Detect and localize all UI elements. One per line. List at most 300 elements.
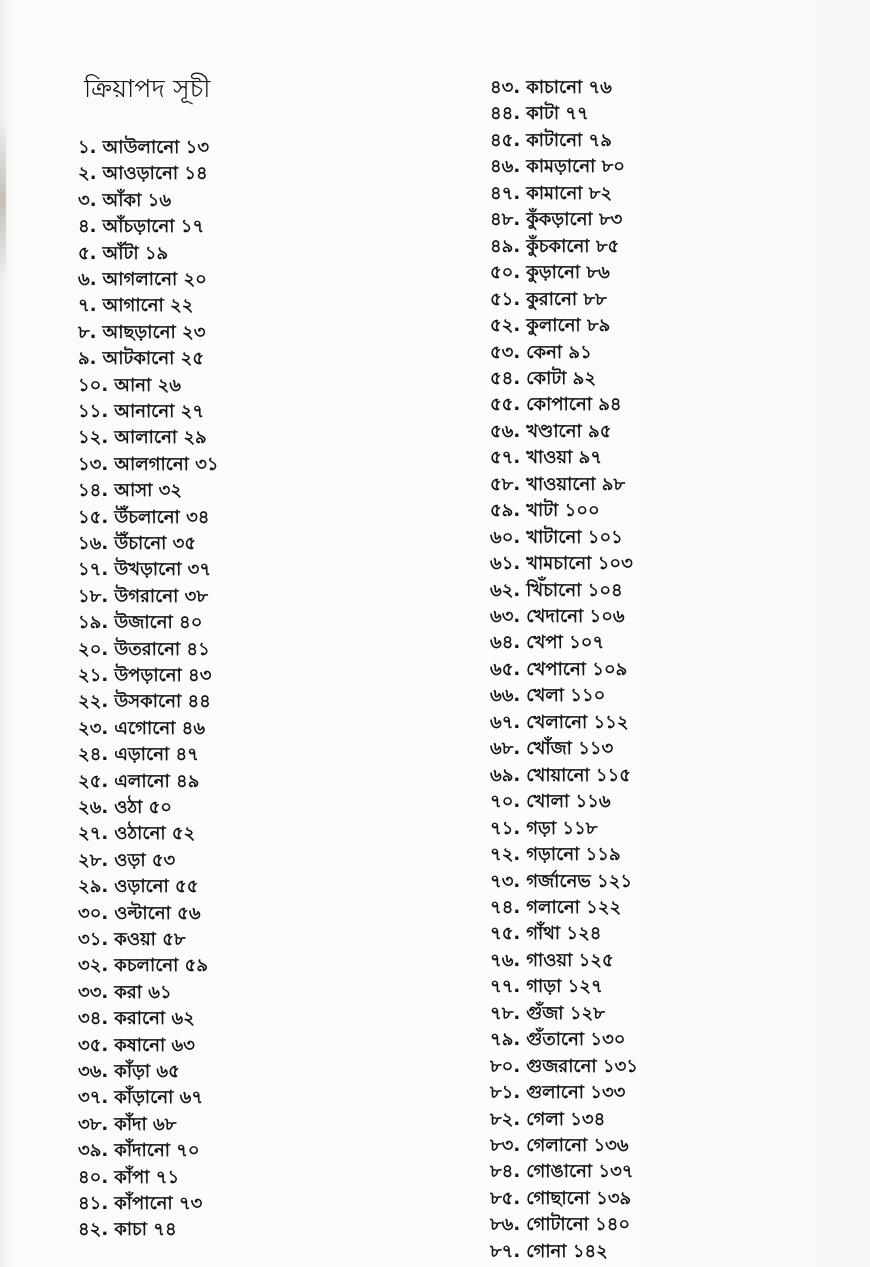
entry-number: ২৪. bbox=[78, 744, 109, 766]
entry-verb: গাওয়া bbox=[526, 949, 573, 971]
index-entry bbox=[490, 870, 632, 894]
index-entry bbox=[490, 790, 611, 814]
entry-verb: আনানো bbox=[114, 401, 175, 422]
index-entry bbox=[490, 1002, 605, 1026]
entry-page-number: ১৪০ bbox=[595, 1214, 631, 1236]
entry-page-number: ৪৪ bbox=[187, 691, 211, 713]
entry-number: ৮০. bbox=[490, 1055, 521, 1077]
entry-verb: গুলানো bbox=[526, 1082, 584, 1104]
index-entry bbox=[78, 1166, 179, 1190]
entry-number: ২৯. bbox=[78, 876, 109, 898]
entry-number: ৭৩. bbox=[490, 870, 521, 892]
entry-number: ৭০. bbox=[490, 791, 521, 813]
entry-page-number: ১১২ bbox=[593, 711, 629, 733]
entry-verb: গোছানো bbox=[526, 1187, 590, 1209]
entry-page-number: ৯৭ bbox=[578, 447, 603, 469]
entry-page-number: ৯৫ bbox=[588, 420, 612, 442]
entry-number: ৫৮. bbox=[490, 473, 521, 495]
entry-verb: কুলানো bbox=[526, 315, 581, 337]
entry-page-number: ৩৪ bbox=[186, 506, 210, 528]
entry-verb: খোঁজা bbox=[526, 738, 572, 760]
entry-verb: খাটানো bbox=[526, 526, 582, 548]
index-entry bbox=[490, 499, 600, 523]
entry-page-number: ১০০ bbox=[564, 500, 600, 522]
entry-page-number: ৬৮ bbox=[153, 1113, 177, 1135]
entry-verb: করানো bbox=[114, 1008, 166, 1030]
index-entry bbox=[78, 611, 202, 635]
entry-verb: কামড়ানো bbox=[526, 156, 596, 178]
index-entry bbox=[78, 1113, 176, 1137]
index-entry bbox=[78, 902, 201, 926]
entry-number: ২৬. bbox=[78, 797, 109, 818]
entry-page-number: ৭৩ bbox=[178, 1193, 203, 1214]
index-entry bbox=[490, 1108, 605, 1132]
entry-page-number: ৭৪ bbox=[153, 1219, 177, 1241]
entry-number: ২১. bbox=[78, 665, 109, 686]
entry-verb: আলগানো bbox=[114, 453, 189, 475]
entry-page-number: ১১৬ bbox=[575, 791, 611, 813]
index-entry bbox=[78, 1007, 195, 1031]
entry-number: ৭৪. bbox=[490, 896, 521, 918]
entry-verb: গুঁজা bbox=[526, 1002, 564, 1024]
index-entry bbox=[490, 1187, 631, 1211]
entry-number: ১৯. bbox=[78, 612, 109, 634]
entry-verb: গর্জানেভ bbox=[526, 870, 591, 892]
entry-number: ৬২. bbox=[490, 579, 521, 601]
index-entry bbox=[78, 294, 193, 318]
entry-page-number: ৭৬ bbox=[588, 77, 612, 98]
entry-verb: আসা bbox=[114, 480, 153, 502]
index-entry bbox=[78, 1218, 177, 1242]
entry-verb: গোনা bbox=[526, 1240, 567, 1262]
entry-verb: কওয়া bbox=[114, 929, 156, 950]
entry-page-number: ৮৩ bbox=[598, 209, 623, 231]
entry-number: ৫৫. bbox=[490, 394, 521, 416]
entry-page-number: ১০৬ bbox=[589, 606, 625, 627]
entry-verb: কাটা bbox=[526, 103, 560, 125]
entry-number: ৪০. bbox=[78, 1166, 109, 1188]
entry-page-number: ৭১ bbox=[155, 1166, 180, 1188]
entry-number: ৩৩. bbox=[78, 981, 109, 1003]
entry-verb: কাচা bbox=[114, 1219, 147, 1241]
entry-verb: কেনা bbox=[526, 341, 563, 363]
entry-page-number: ১০৩ bbox=[597, 553, 633, 575]
index-entry bbox=[490, 155, 625, 179]
entry-verb: এলানো bbox=[114, 770, 170, 792]
entry-verb: উসকানো bbox=[114, 691, 182, 713]
entry-page-number: ১২৪ bbox=[566, 923, 602, 945]
entry-number: ৩৭. bbox=[78, 1087, 109, 1109]
entry-page-number: ১১০ bbox=[570, 685, 606, 707]
entry-page-number: ৭০ bbox=[176, 1140, 200, 1162]
entry-number: ৩৮. bbox=[78, 1113, 109, 1135]
entry-verb: আলানো bbox=[114, 427, 178, 449]
index-entry bbox=[78, 1034, 195, 1058]
entry-verb: আঁচড়ানো bbox=[102, 216, 175, 238]
index-entry bbox=[490, 314, 610, 338]
entry-page-number: ১৩০ bbox=[590, 1029, 626, 1051]
entry-number: ৭৭. bbox=[490, 976, 521, 998]
index-entry bbox=[490, 261, 610, 285]
index-title: ক্রিয়াপদ সূচী bbox=[84, 74, 211, 103]
entry-page-number: ১৭ bbox=[180, 216, 205, 238]
entry-number: ৮৪. bbox=[490, 1161, 521, 1183]
index-entry bbox=[490, 711, 629, 735]
entry-number: ১৫. bbox=[78, 506, 109, 528]
entry-page-number: ৫২ bbox=[171, 823, 196, 845]
entry-number: ২৩. bbox=[78, 717, 109, 739]
entry-verb: গড়া bbox=[526, 817, 557, 839]
entry-number: ১৪. bbox=[78, 480, 109, 502]
entry-verb: গেলা bbox=[526, 1108, 564, 1130]
entry-page-number: ২৩ bbox=[181, 321, 206, 343]
entry-number: ৪৫. bbox=[490, 129, 521, 151]
entry-verb: কুঁকড়ানো bbox=[526, 209, 593, 231]
entry-verb: ওঠা bbox=[114, 797, 143, 818]
entry-number: ২২. bbox=[78, 691, 109, 713]
entry-number: ৮৫. bbox=[490, 1187, 521, 1209]
entry-verb: কাটানো bbox=[526, 129, 583, 151]
entry-page-number: ৮৬ bbox=[586, 262, 610, 284]
entry-number: ৮২. bbox=[490, 1108, 521, 1130]
entry-page-number: ৫৯ bbox=[184, 955, 209, 977]
entry-number: ৭. bbox=[78, 295, 97, 317]
entry-page-number: ১৩৪ bbox=[570, 1108, 606, 1130]
entry-page-number: ২২ bbox=[170, 295, 194, 317]
entry-verb: ওড়ানো bbox=[114, 876, 169, 898]
entry-verb: কোপানো bbox=[526, 394, 592, 416]
index-entry bbox=[78, 770, 199, 794]
entry-number: ৩৪. bbox=[78, 1008, 109, 1030]
index-entry bbox=[78, 928, 186, 952]
entry-page-number: ১১৫ bbox=[595, 764, 631, 786]
entry-verb: আটকানো bbox=[102, 348, 175, 370]
index-entry bbox=[78, 981, 172, 1005]
entry-verb: খিঁচানো bbox=[526, 579, 582, 601]
index-entry bbox=[78, 242, 168, 266]
entry-page-number: ৩৫ bbox=[172, 533, 197, 554]
index-entry bbox=[490, 552, 633, 576]
entry-page-number: ৮৯ bbox=[586, 315, 611, 337]
index-entry bbox=[78, 849, 175, 873]
entry-number: ৩৬. bbox=[78, 1061, 109, 1082]
entry-verb: ওঠানো bbox=[114, 823, 166, 845]
entry-page-number: ৯৮ bbox=[601, 473, 626, 495]
entry-verb: উজানো bbox=[114, 612, 173, 634]
entry-page-number: ১১৮ bbox=[562, 817, 598, 839]
entry-verb: গড়ানো bbox=[526, 844, 580, 866]
index-entry bbox=[490, 1055, 638, 1079]
entry-number: ১১. bbox=[78, 401, 109, 422]
entry-number: ৫. bbox=[78, 242, 97, 264]
entry-page-number: ৬৭ bbox=[179, 1087, 204, 1109]
entry-page-number: ৯৪ bbox=[598, 394, 622, 416]
index-entry bbox=[490, 658, 627, 682]
index-entry bbox=[490, 1213, 630, 1237]
entry-page-number: ৪৩ bbox=[188, 665, 212, 686]
entry-number: ৮৭. bbox=[490, 1240, 521, 1262]
entry-page-number: ৬৩ bbox=[171, 1034, 195, 1056]
entry-number: ৩০. bbox=[78, 902, 109, 924]
index-entry bbox=[78, 1192, 202, 1216]
entry-page-number: ২৯ bbox=[183, 427, 207, 449]
index-entry bbox=[490, 76, 612, 100]
entry-verb: আওড়ানো bbox=[102, 163, 179, 185]
entry-number: ১০. bbox=[78, 374, 109, 396]
entry-page-number: ৩২ bbox=[158, 480, 183, 502]
entry-number: ৭৮. bbox=[490, 1002, 521, 1024]
entry-verb: আঁকা bbox=[102, 189, 142, 211]
index-entry bbox=[78, 347, 204, 371]
entry-number: ৪৬. bbox=[490, 156, 521, 178]
index-entry bbox=[78, 558, 211, 582]
entry-page-number: ৪১ bbox=[186, 638, 210, 660]
entry-verb: গোঙানো bbox=[526, 1161, 593, 1183]
entry-verb: কাঁদা bbox=[114, 1113, 147, 1135]
entry-number: ৪৩. bbox=[490, 77, 521, 98]
entry-page-number: ৬৫ bbox=[156, 1061, 180, 1082]
entry-number: ৫৪. bbox=[490, 367, 521, 389]
entry-page-number: ৫৩ bbox=[151, 849, 176, 871]
index-entry bbox=[490, 1081, 625, 1105]
entry-verb: কচলানো bbox=[114, 955, 179, 977]
index-entry bbox=[490, 129, 612, 153]
entry-verb: উগরানো bbox=[114, 585, 179, 607]
index-entry bbox=[490, 896, 621, 920]
index-entry bbox=[490, 473, 625, 497]
entry-verb: আনা bbox=[114, 374, 152, 396]
index-entry bbox=[78, 215, 204, 239]
entry-page-number: ৫০ bbox=[148, 797, 173, 818]
entry-page-number: ৪৬ bbox=[181, 717, 206, 739]
entry-verb: কাচানো bbox=[526, 77, 583, 98]
entry-verb: উখড়ানো bbox=[114, 559, 182, 581]
entry-verb: খাওয়ানো bbox=[526, 473, 596, 495]
index-entry bbox=[490, 1134, 629, 1158]
index-entry bbox=[78, 585, 208, 609]
index-entry bbox=[490, 817, 597, 841]
index-entry bbox=[490, 341, 592, 365]
entry-number: ৮৬. bbox=[490, 1214, 521, 1236]
entry-page-number: ৪০ bbox=[179, 612, 203, 634]
entry-page-number: ১৪২ bbox=[572, 1240, 608, 1262]
entry-number: ৩৯. bbox=[78, 1140, 109, 1162]
entry-verb: কুড়ানো bbox=[526, 262, 581, 284]
entry-number: ৬৮. bbox=[490, 738, 521, 760]
entry-page-number: ৭৭ bbox=[565, 103, 589, 125]
entry-verb: কাঁদানো bbox=[114, 1140, 170, 1162]
index-entry bbox=[78, 189, 171, 213]
index-entry bbox=[490, 102, 589, 126]
entry-page-number: ১৩৭ bbox=[598, 1161, 634, 1183]
index-entry bbox=[78, 717, 205, 741]
index-entry bbox=[490, 235, 619, 259]
entry-verb: কাঁড়ানো bbox=[114, 1087, 174, 1109]
entry-page-number: ১০৯ bbox=[592, 658, 628, 680]
entry-verb: কাঁপা bbox=[114, 1166, 150, 1188]
entry-number: ৪. bbox=[78, 216, 97, 238]
entry-page-number: ২০ bbox=[183, 269, 207, 290]
index-entry bbox=[490, 737, 613, 761]
index-entry bbox=[490, 631, 604, 655]
entry-page-number: ৪৭ bbox=[175, 744, 199, 766]
entry-page-number: ৮৫ bbox=[595, 235, 620, 257]
entry-verb: খণ্ডানো bbox=[526, 420, 582, 442]
entry-number: ৪২. bbox=[78, 1219, 109, 1241]
entry-number: ২৫. bbox=[78, 770, 109, 792]
index-entry bbox=[78, 321, 205, 345]
index-entry bbox=[490, 605, 625, 629]
entry-number: ১৬. bbox=[78, 533, 109, 554]
entry-page-number: ৮২ bbox=[588, 182, 613, 204]
index-entry bbox=[78, 1139, 200, 1163]
entry-number: ৭২. bbox=[490, 844, 521, 866]
entry-page-number: ৪৯ bbox=[176, 770, 200, 792]
index-entry bbox=[490, 526, 623, 550]
index-entry bbox=[490, 420, 611, 444]
entry-page-number: ১৩১ bbox=[602, 1055, 638, 1077]
index-entry bbox=[78, 954, 208, 978]
index-entry bbox=[490, 393, 622, 417]
entry-number: ৫১. bbox=[490, 288, 521, 310]
entry-page-number: ৮০ bbox=[601, 156, 625, 178]
entry-number: ১২. bbox=[78, 427, 109, 449]
entry-verb: এগোনো bbox=[114, 717, 176, 739]
entry-verb: উতরানো bbox=[114, 638, 181, 660]
entry-number: ২. bbox=[78, 163, 97, 185]
entry-number: ৬৬. bbox=[490, 685, 521, 707]
entry-verb: উপড়ানো bbox=[114, 665, 182, 686]
entry-verb: ওল্টানো bbox=[114, 902, 171, 924]
index-entry bbox=[78, 453, 219, 477]
entry-page-number: ৫৫ bbox=[175, 876, 199, 898]
entry-verb: উঁচানো bbox=[114, 533, 167, 554]
entry-page-number: ১২৫ bbox=[578, 949, 614, 971]
entry-page-number: ২৫ bbox=[180, 348, 205, 370]
entry-number: ২০. bbox=[78, 638, 109, 660]
entry-page-number: ৮৮ bbox=[583, 288, 607, 310]
entry-number: ৩১. bbox=[78, 929, 109, 950]
index-entry bbox=[490, 764, 631, 788]
index-entry bbox=[78, 638, 210, 662]
entry-verb: গুজরানো bbox=[526, 1055, 597, 1077]
entry-number: ৮১. bbox=[490, 1082, 521, 1104]
entry-number: ১৩. bbox=[78, 453, 109, 475]
index-entry bbox=[78, 136, 209, 160]
entry-number: ৫৭. bbox=[490, 447, 521, 469]
entry-verb: আউলানো bbox=[102, 137, 180, 158]
entry-number: ৬৯. bbox=[490, 764, 521, 786]
index-entry bbox=[490, 949, 614, 973]
entry-number: ৮৩. bbox=[490, 1135, 521, 1156]
entry-verb: আছড়ানো bbox=[102, 321, 176, 343]
entry-verb: কাঁপানো bbox=[114, 1193, 173, 1214]
index-entry bbox=[78, 664, 211, 688]
entry-page-number: ১৩৩ bbox=[590, 1082, 626, 1104]
entry-page-number: ১০১ bbox=[587, 526, 623, 548]
entry-number: ১. bbox=[78, 137, 97, 158]
entry-number: ৬৫. bbox=[490, 658, 521, 680]
entry-page-number: ১৩৯ bbox=[596, 1187, 632, 1209]
index-entry bbox=[78, 426, 207, 450]
index-entry bbox=[78, 162, 208, 186]
entry-number: ১৮. bbox=[78, 585, 109, 607]
entry-number: ৯. bbox=[78, 348, 97, 370]
entry-page-number: ৩১ bbox=[195, 453, 219, 475]
index-entry bbox=[78, 268, 207, 292]
entry-page-number: ৫৮ bbox=[162, 929, 186, 950]
entry-verb: খেদানো bbox=[526, 606, 584, 627]
index-entry bbox=[78, 374, 181, 398]
entry-verb: খেলা bbox=[526, 685, 565, 707]
entry-verb: খোলা bbox=[526, 791, 570, 813]
entry-number: ৪৯. bbox=[490, 235, 521, 257]
index-entry bbox=[78, 400, 204, 424]
entry-page-number: ১২২ bbox=[586, 896, 622, 918]
entry-number: ৪৮. bbox=[490, 209, 521, 231]
index-entry bbox=[78, 479, 182, 503]
entry-number: ৩২. bbox=[78, 955, 109, 977]
entry-verb: আগলানো bbox=[102, 269, 178, 290]
index-entry bbox=[490, 1240, 608, 1264]
entry-verb: কুঁচকানো bbox=[526, 235, 590, 257]
entry-number: ৫০. bbox=[490, 262, 521, 284]
index-entry bbox=[78, 743, 199, 767]
index-entry bbox=[78, 796, 172, 820]
index-entry bbox=[490, 367, 596, 391]
entry-verb: গুঁতানো bbox=[526, 1029, 585, 1051]
entry-page-number: ১৬ bbox=[147, 189, 172, 211]
entry-page-number: ১২১ bbox=[597, 870, 633, 892]
entry-number: ৭১. bbox=[490, 817, 521, 839]
entry-page-number: ১১৩ bbox=[578, 738, 614, 760]
entry-number: ৫৯. bbox=[490, 500, 521, 522]
index-entry bbox=[490, 1028, 626, 1052]
entry-page-number: ৯১ bbox=[568, 341, 592, 363]
entry-page-number: ১২৭ bbox=[567, 976, 603, 998]
entry-page-number: ৬২ bbox=[171, 1008, 195, 1030]
entry-verb: খাওয়া bbox=[526, 447, 573, 469]
entry-page-number: ৩৭ bbox=[187, 559, 212, 581]
entry-number: ৪৭. bbox=[490, 182, 521, 204]
entry-page-number: ৯২ bbox=[572, 367, 597, 389]
entry-verb: উঁচলানো bbox=[114, 506, 180, 528]
entry-verb: ওড়া bbox=[114, 849, 146, 871]
entry-number: ১৭. bbox=[78, 559, 109, 581]
entry-number: ৫৬. bbox=[490, 420, 521, 442]
entry-verb: গাঁথা bbox=[526, 923, 561, 945]
entry-verb: গেলানো bbox=[526, 1135, 588, 1156]
entry-page-number: ১৯ bbox=[144, 242, 169, 264]
entry-verb: গাড়া bbox=[526, 976, 562, 998]
entry-number: ৪৪. bbox=[490, 103, 521, 125]
entry-verb: খেলানো bbox=[526, 711, 588, 733]
entry-number: ৪১. bbox=[78, 1193, 109, 1214]
entry-page-number: ১০৭ bbox=[569, 632, 605, 654]
index-entry bbox=[490, 843, 621, 867]
entry-verb: কোটা bbox=[526, 367, 567, 389]
entry-verb: খেপানো bbox=[526, 658, 586, 680]
index-entry bbox=[490, 579, 623, 603]
entry-verb: কুরানো bbox=[526, 288, 578, 310]
entry-page-number: ১৩ bbox=[185, 137, 210, 158]
entry-verb: কাঁড়া bbox=[114, 1061, 151, 1082]
index-entry bbox=[490, 922, 602, 946]
entry-number: ৭৬. bbox=[490, 949, 521, 971]
entry-number: ২৮. bbox=[78, 849, 109, 871]
entry-page-number: ১০৪ bbox=[587, 579, 623, 601]
entry-verb: কামানো bbox=[526, 182, 583, 204]
